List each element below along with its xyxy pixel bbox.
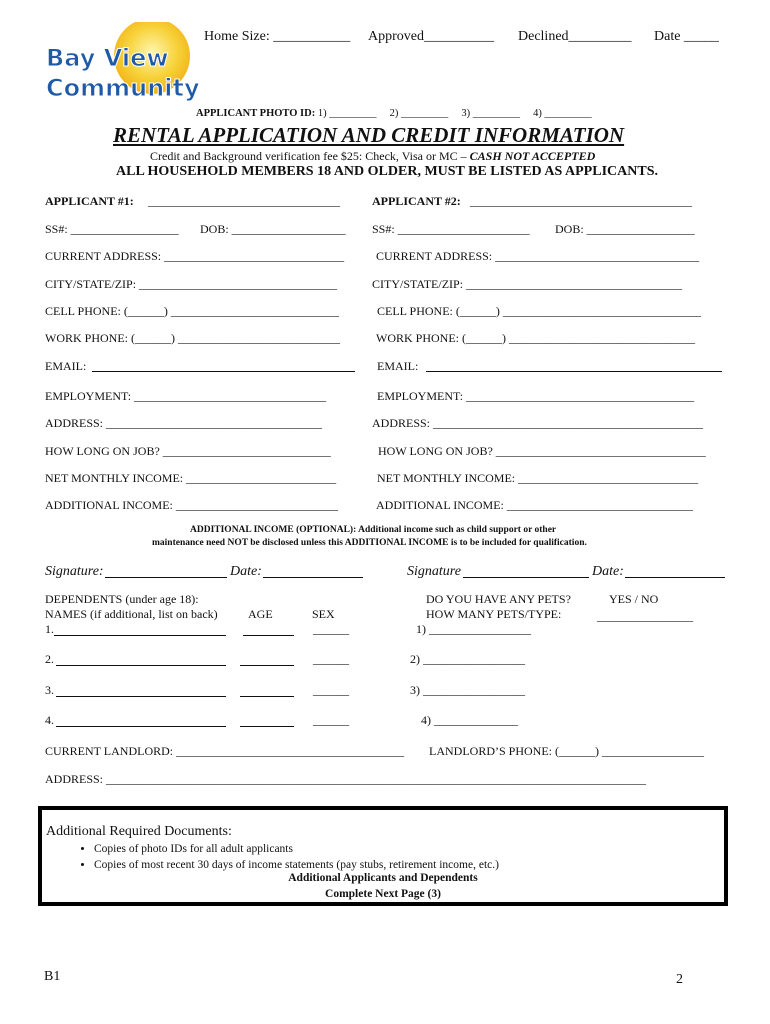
dependents-age-label: AGE: [248, 607, 273, 621]
approved-field[interactable]: Approved__________: [368, 29, 494, 44]
pet-row-field[interactable]: 2) _________________: [410, 652, 525, 666]
declined-field[interactable]: Declined_________: [518, 29, 632, 44]
pet-row-field[interactable]: 4) ______________: [421, 713, 518, 727]
applicant1-header: APPLICANT #1:: [45, 194, 134, 208]
docs-item: • Copies of photo IDs for all adult applicants: [94, 841, 499, 857]
date2-line[interactable]: [625, 577, 725, 578]
applicant2-dob-field[interactable]: DOB: __________________: [555, 222, 695, 236]
dependent-name-field[interactable]: [56, 696, 226, 697]
dependent-sex-field[interactable]: ______: [313, 713, 349, 727]
applicant1-city-field[interactable]: CITY/STATE/ZIP: _________________________________: [45, 277, 338, 291]
svg-text:Community: Community: [46, 74, 200, 102]
additional-income-note-2: maintenance need NOT be disclosed unless this ADDITIONAL INCOME is to be included for qualification.: [152, 538, 587, 548]
dependent-row-number: 3.: [45, 683, 54, 697]
dependents-sex-label: SEX: [312, 607, 335, 621]
dependents-names-label: NAMES (if additional, list on back): [45, 607, 218, 621]
dependent-name-field[interactable]: [54, 635, 226, 636]
applicant2-city-field[interactable]: CITY/STATE/ZIP: ____________________________________: [372, 277, 683, 291]
applicant1-how-long-field[interactable]: HOW LONG ON JOB? ____________________________: [45, 444, 331, 458]
applicant2-header: APPLICANT #2:: [372, 194, 461, 208]
docs-item: • Copies of most recent 30 days of income statements (pay stubs, retirement income, etc.): [94, 857, 499, 873]
applicant2-ss-field[interactable]: SS#: ______________________: [372, 222, 530, 236]
applicant1-additional-income-field[interactable]: ADDITIONAL INCOME: ___________________________: [45, 498, 338, 512]
applicant2-emp-address-field[interactable]: ADDRESS: _____________________________________________: [372, 416, 704, 430]
applicant1-email-label: EMAIL:: [45, 359, 87, 373]
photo-id-label: APPLICANT PHOTO ID:: [196, 108, 316, 119]
date-field[interactable]: Date _____: [654, 29, 719, 44]
svg-text:Bay View: Bay View: [46, 44, 169, 72]
page-title: RENTAL APPLICATION AND CREDIT INFORMATION: [113, 123, 625, 147]
docs-title: Additional Required Documents:: [46, 824, 232, 839]
signature1-line[interactable]: [105, 577, 227, 578]
dependent-row-number: 4.: [45, 713, 54, 727]
docs-list: [42, 841, 499, 873]
dependent-age-field[interactable]: [240, 696, 294, 697]
docs-next-line2: Complete Next Page (3): [325, 888, 441, 900]
additional-income-note-1: ADDITIONAL INCOME (OPTIONAL): Additional income such as child support or other: [190, 525, 557, 535]
applicant1-dob-field[interactable]: DOB: ___________________: [200, 222, 346, 236]
pets-type-field[interactable]: ________________: [597, 609, 693, 623]
applicant2-employment-field[interactable]: EMPLOYMENT: ______________________________________: [377, 389, 695, 403]
pets-yes-no[interactable]: YES / NO: [609, 592, 659, 606]
applicant1-work-field[interactable]: WORK PHONE: (______) ___________________________: [45, 331, 340, 345]
pet-row-field[interactable]: 1) _________________: [416, 622, 531, 636]
applicant1-net-income-field[interactable]: NET MONTHLY INCOME: _________________________: [45, 471, 337, 485]
signature2-label: Signature: [407, 564, 461, 579]
signature1-label: Signature:: [45, 564, 104, 579]
applicant2-net-income-field[interactable]: NET MONTHLY INCOME: ______________________________: [377, 471, 699, 485]
form-code: B1: [44, 969, 61, 984]
dependent-row-number: 1.: [45, 622, 54, 636]
household-notice: ALL HOUSEHOLD MEMBERS 18 AND OLDER, MUST BE LISTED AS APPLICANTS.: [116, 164, 658, 179]
dependent-sex-field[interactable]: ______: [313, 652, 349, 666]
dependent-name-field[interactable]: [56, 726, 226, 727]
applicant1-address-field[interactable]: CURRENT ADDRESS: ______________________________: [45, 249, 345, 263]
applicant1-email-field[interactable]: [92, 371, 355, 372]
dependent-age-field[interactable]: [243, 635, 294, 636]
applicant2-work-field[interactable]: WORK PHONE: (______) _______________________________: [376, 331, 695, 345]
current-landlord-field[interactable]: CURRENT LANDLORD: ______________________________________: [45, 744, 405, 758]
applicant2-cell-field[interactable]: CELL PHONE: (______) _________________________________: [377, 304, 701, 318]
applicant1-ss-field[interactable]: SS#: __________________: [45, 222, 179, 236]
dependent-age-field[interactable]: [240, 726, 294, 727]
dependent-sex-field[interactable]: ______: [313, 622, 349, 636]
applicant2-address-field[interactable]: CURRENT ADDRESS: __________________________________: [376, 249, 700, 263]
signature2-line[interactable]: [463, 577, 589, 578]
date2-label: Date:: [592, 564, 624, 579]
pets-question: DO YOU HAVE ANY PETS?: [426, 592, 571, 606]
landlord-phone-field[interactable]: LANDLORD’S PHONE: (______) _________________: [429, 744, 704, 758]
docs-next-line1: Additional Applicants and Dependents: [288, 872, 478, 884]
applicant2-how-long-field[interactable]: HOW LONG ON JOB? ___________________________________: [378, 444, 706, 458]
dependents-label: DEPENDENTS (under age 18):: [45, 592, 199, 606]
applicant1-cell-field[interactable]: CELL PHONE: (______) ____________________________: [45, 304, 339, 318]
applicant1-employment-field[interactable]: EMPLOYMENT: ________________________________: [45, 389, 327, 403]
date1-label: Date:: [230, 564, 262, 579]
landlord-address-field[interactable]: ADDRESS: __________________________________________________________________________________________: [45, 772, 647, 786]
dependent-row-number: 2.: [45, 652, 54, 666]
dependent-age-field[interactable]: [240, 665, 294, 666]
photo-id-slots[interactable]: 1) _________ 2) _________ 3) _________ 4) _________: [317, 108, 592, 119]
pet-row-field[interactable]: 3) _________________: [410, 683, 525, 697]
applicant2-name-field[interactable]: _____________________________________: [470, 194, 692, 208]
home-size-field[interactable]: Home Size: ___________: [204, 29, 351, 44]
additional-documents-box: [38, 806, 728, 906]
pets-how-many-label: HOW MANY PETS/TYPE:: [426, 607, 562, 621]
dependent-name-field[interactable]: [56, 665, 226, 666]
applicant1-emp-address-field[interactable]: ADDRESS: ____________________________________: [45, 416, 323, 430]
applicant2-email-label: EMAIL:: [377, 359, 419, 373]
fee-text: Credit and Background verification fee $25: Check, Visa or MC – CASH NOT ACCEPTED: [150, 149, 596, 163]
applicant2-email-field[interactable]: [426, 371, 722, 372]
applicant1-name-field[interactable]: ________________________________: [148, 194, 340, 208]
applicant2-additional-income-field[interactable]: ADDITIONAL INCOME: _______________________________: [376, 498, 693, 512]
date1-line[interactable]: [263, 577, 363, 578]
dependent-sex-field[interactable]: ______: [313, 683, 349, 697]
bay-view-community-logo: [40, 22, 200, 106]
page-number: 2: [676, 972, 683, 987]
